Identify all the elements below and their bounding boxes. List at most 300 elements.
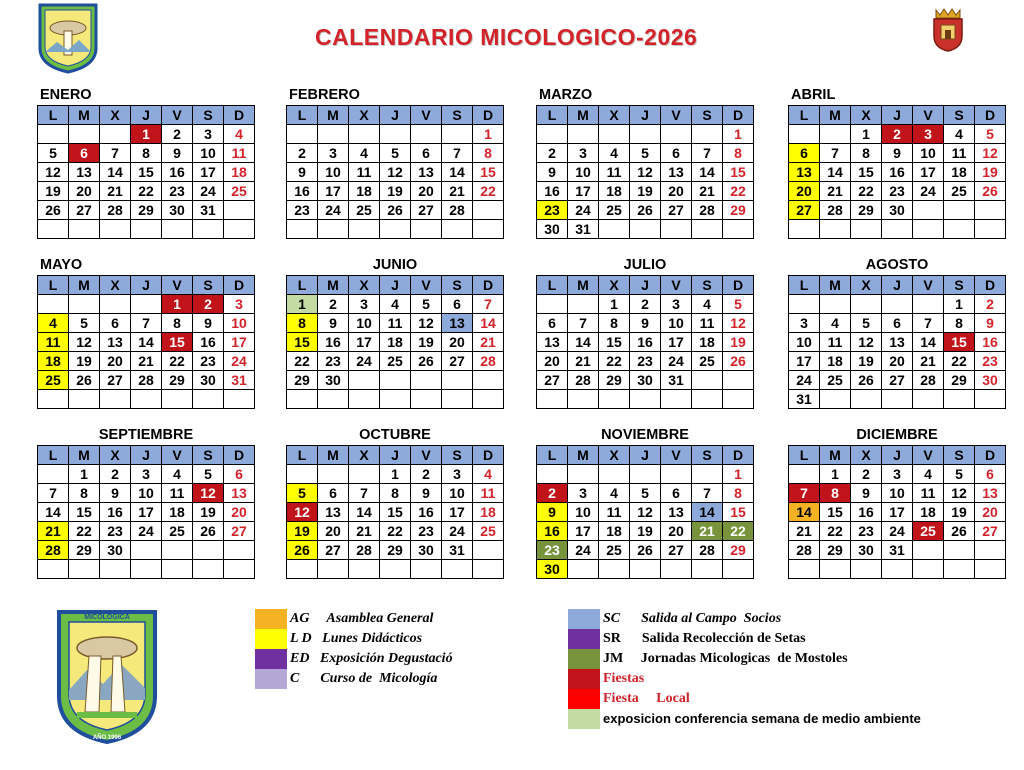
month-grid <box>536 275 754 409</box>
day-cell: 2 <box>411 465 442 484</box>
day-cell: 14 <box>100 163 131 182</box>
day-cell: 19 <box>944 503 975 522</box>
empty-cell <box>100 125 131 144</box>
empty-cell <box>723 390 754 409</box>
empty-cell <box>38 390 69 409</box>
day-cell: 2 <box>100 465 131 484</box>
day-cell: 9 <box>851 484 882 503</box>
day-cell: 15 <box>944 333 975 352</box>
weekday-header: J <box>630 276 661 295</box>
day-cell: 18 <box>349 182 380 201</box>
weekday-header: S <box>692 276 723 295</box>
day-cell: 20 <box>537 352 568 371</box>
day-cell: 7 <box>442 144 473 163</box>
weekday-header: X <box>100 276 131 295</box>
weekday-header: D <box>473 276 504 295</box>
empty-cell <box>131 541 162 560</box>
day-cell: 15 <box>162 333 193 352</box>
day-cell: 13 <box>661 163 692 182</box>
month-grid <box>286 445 504 579</box>
empty-cell <box>380 371 411 390</box>
weekday-header: S <box>193 446 224 465</box>
empty-cell <box>380 560 411 579</box>
day-cell: 3 <box>442 465 473 484</box>
week-row <box>537 144 754 163</box>
week-row <box>537 541 754 560</box>
week-row <box>287 333 504 352</box>
empty-cell <box>224 541 255 560</box>
weekday-header: D <box>224 106 255 125</box>
day-cell: 9 <box>411 484 442 503</box>
day-cell: 2 <box>882 125 913 144</box>
empty-cell <box>224 220 255 239</box>
day-cell: 1 <box>287 295 318 314</box>
day-cell: 16 <box>318 333 349 352</box>
empty-cell <box>473 201 504 220</box>
empty-cell <box>349 125 380 144</box>
weekday-header: L <box>287 446 318 465</box>
day-cell: 25 <box>599 541 630 560</box>
legend-swatch <box>255 669 287 689</box>
day-cell: 27 <box>224 522 255 541</box>
weekday-header: S <box>442 106 473 125</box>
empty-cell <box>913 390 944 409</box>
weekday-header: J <box>630 446 661 465</box>
legend-swatch <box>568 609 600 629</box>
coat-of-arms-icon <box>930 6 966 52</box>
empty-cell <box>820 220 851 239</box>
weekday-header: J <box>380 106 411 125</box>
day-cell: 18 <box>380 333 411 352</box>
day-cell: 13 <box>100 333 131 352</box>
day-cell: 23 <box>975 352 1006 371</box>
day-cell: 31 <box>224 371 255 390</box>
day-cell: 7 <box>131 314 162 333</box>
week-row <box>537 352 754 371</box>
day-cell: 6 <box>69 144 100 163</box>
week-row <box>789 295 1006 314</box>
day-cell: 16 <box>851 503 882 522</box>
empty-cell <box>568 390 599 409</box>
week-row <box>789 371 1006 390</box>
legend-label: Fiesta Local <box>603 691 690 706</box>
day-cell: 30 <box>537 560 568 579</box>
day-cell: 10 <box>318 163 349 182</box>
day-cell: 19 <box>193 503 224 522</box>
day-cell: 27 <box>318 541 349 560</box>
month-marzo <box>536 85 754 239</box>
day-cell: 16 <box>162 163 193 182</box>
day-cell: 2 <box>975 295 1006 314</box>
day-cell: 14 <box>349 503 380 522</box>
empty-cell <box>38 295 69 314</box>
day-cell: 5 <box>411 295 442 314</box>
empty-cell <box>131 560 162 579</box>
empty-cell <box>162 560 193 579</box>
day-cell: 6 <box>318 484 349 503</box>
week-row <box>537 390 754 409</box>
day-cell: 20 <box>661 182 692 201</box>
empty-cell <box>349 371 380 390</box>
day-cell: 7 <box>913 314 944 333</box>
week-row <box>287 484 504 503</box>
weekday-header: X <box>349 106 380 125</box>
week-row <box>537 560 754 579</box>
empty-cell <box>131 220 162 239</box>
legend-swatch <box>255 649 287 669</box>
empty-cell <box>411 390 442 409</box>
day-cell: 15 <box>473 163 504 182</box>
day-cell: 28 <box>442 201 473 220</box>
week-row <box>789 220 1006 239</box>
weekday-header: S <box>944 276 975 295</box>
day-cell: 2 <box>193 295 224 314</box>
day-cell: 30 <box>411 541 442 560</box>
day-cell: 22 <box>851 182 882 201</box>
empty-cell <box>820 560 851 579</box>
day-cell: 5 <box>851 314 882 333</box>
weekday-header: V <box>913 106 944 125</box>
day-cell: 29 <box>723 541 754 560</box>
day-cell: 16 <box>975 333 1006 352</box>
empty-cell <box>851 390 882 409</box>
week-row <box>537 465 754 484</box>
day-cell: 27 <box>789 201 820 220</box>
day-cell: 30 <box>193 371 224 390</box>
day-cell: 22 <box>599 352 630 371</box>
day-cell: 24 <box>193 182 224 201</box>
day-cell: 20 <box>975 503 1006 522</box>
day-cell: 3 <box>131 465 162 484</box>
empty-cell <box>349 220 380 239</box>
empty-cell <box>723 560 754 579</box>
week-row <box>537 522 754 541</box>
empty-cell <box>287 125 318 144</box>
empty-cell <box>599 220 630 239</box>
day-cell: 30 <box>318 371 349 390</box>
week-row <box>287 220 504 239</box>
week-row <box>287 560 504 579</box>
day-cell: 21 <box>442 182 473 201</box>
weekday-header: V <box>661 446 692 465</box>
empty-cell <box>131 390 162 409</box>
day-cell: 8 <box>599 314 630 333</box>
day-cell: 1 <box>599 295 630 314</box>
day-cell: 27 <box>661 541 692 560</box>
legend-label: C Curso de Micología <box>290 671 438 686</box>
day-cell: 24 <box>568 201 599 220</box>
day-cell: 3 <box>568 144 599 163</box>
week-row <box>38 390 255 409</box>
month-name: DICIEMBRE <box>856 427 938 443</box>
empty-cell <box>411 125 442 144</box>
empty-cell <box>473 560 504 579</box>
day-cell: 9 <box>630 314 661 333</box>
day-cell: 29 <box>131 201 162 220</box>
weekday-header: M <box>69 446 100 465</box>
legend-label: Fiestas <box>603 671 645 686</box>
day-cell: 17 <box>568 522 599 541</box>
empty-cell <box>851 220 882 239</box>
week-row <box>789 522 1006 541</box>
day-cell: 25 <box>599 201 630 220</box>
day-cell: 14 <box>131 333 162 352</box>
day-cell: 28 <box>568 371 599 390</box>
day-cell: 23 <box>193 352 224 371</box>
day-cell: 21 <box>692 182 723 201</box>
week-row <box>38 295 255 314</box>
day-cell: 7 <box>100 144 131 163</box>
day-cell: 9 <box>100 484 131 503</box>
day-cell: 16 <box>411 503 442 522</box>
day-cell: 15 <box>723 503 754 522</box>
empty-cell <box>537 125 568 144</box>
empty-cell <box>913 295 944 314</box>
day-cell: 4 <box>599 484 630 503</box>
day-cell: 30 <box>975 371 1006 390</box>
month-grid <box>286 275 504 409</box>
week-row <box>537 220 754 239</box>
empty-cell <box>442 220 473 239</box>
day-cell: 13 <box>882 333 913 352</box>
week-row <box>287 541 504 560</box>
day-cell: 17 <box>224 333 255 352</box>
weekday-header: L <box>38 446 69 465</box>
empty-cell <box>882 560 913 579</box>
day-cell: 29 <box>599 371 630 390</box>
day-cell: 22 <box>69 522 100 541</box>
week-row <box>537 295 754 314</box>
legend-item <box>568 709 968 729</box>
day-cell: 11 <box>692 314 723 333</box>
week-row <box>38 503 255 522</box>
day-cell: 18 <box>820 352 851 371</box>
day-cell: 17 <box>882 503 913 522</box>
day-cell: 21 <box>100 182 131 201</box>
day-cell: 5 <box>193 465 224 484</box>
month-grid <box>788 275 1006 409</box>
day-cell: 28 <box>131 371 162 390</box>
day-cell: 6 <box>789 144 820 163</box>
empty-cell <box>630 465 661 484</box>
weekday-header-row <box>537 446 754 465</box>
weekday-header: D <box>473 106 504 125</box>
day-cell: 30 <box>537 220 568 239</box>
week-row <box>789 352 1006 371</box>
month-junio <box>286 255 504 409</box>
day-cell: 1 <box>820 465 851 484</box>
empty-cell <box>349 560 380 579</box>
legend-item <box>568 669 968 689</box>
day-cell: 11 <box>599 163 630 182</box>
day-cell: 4 <box>473 465 504 484</box>
day-cell: 22 <box>723 522 754 541</box>
weekday-header: S <box>442 276 473 295</box>
day-cell: 12 <box>69 333 100 352</box>
day-cell: 17 <box>131 503 162 522</box>
day-cell: 1 <box>380 465 411 484</box>
weekday-header-row <box>789 276 1006 295</box>
empty-cell <box>380 390 411 409</box>
weekday-header: L <box>38 276 69 295</box>
day-cell: 17 <box>193 163 224 182</box>
day-cell: 31 <box>442 541 473 560</box>
svg-text:AÑO 1996: AÑO 1996 <box>92 735 122 741</box>
empty-cell <box>568 125 599 144</box>
day-cell: 23 <box>630 352 661 371</box>
empty-cell <box>820 125 851 144</box>
week-row <box>537 163 754 182</box>
day-cell: 12 <box>193 484 224 503</box>
day-cell: 23 <box>411 522 442 541</box>
day-cell: 12 <box>287 503 318 522</box>
empty-cell <box>789 560 820 579</box>
empty-cell <box>789 295 820 314</box>
empty-cell <box>224 560 255 579</box>
empty-cell <box>537 295 568 314</box>
week-row <box>789 182 1006 201</box>
day-cell: 7 <box>568 314 599 333</box>
legend-item <box>568 609 968 629</box>
weekday-header: V <box>162 106 193 125</box>
day-cell: 17 <box>789 352 820 371</box>
weekday-header: D <box>975 276 1006 295</box>
day-cell: 20 <box>661 522 692 541</box>
weekday-header-row <box>537 276 754 295</box>
weekday-header-row <box>287 106 504 125</box>
week-row <box>38 163 255 182</box>
day-cell: 9 <box>193 314 224 333</box>
day-cell: 11 <box>473 484 504 503</box>
day-cell: 28 <box>820 201 851 220</box>
month-name: SEPTIEMBRE <box>98 427 194 443</box>
legend-item <box>255 609 515 629</box>
day-cell: 9 <box>318 314 349 333</box>
day-cell: 5 <box>723 295 754 314</box>
empty-cell <box>723 220 754 239</box>
day-cell: 20 <box>789 182 820 201</box>
day-cell: 29 <box>162 371 193 390</box>
weekday-header: M <box>69 106 100 125</box>
empty-cell <box>820 295 851 314</box>
weekday-header: X <box>100 106 131 125</box>
day-cell: 16 <box>193 333 224 352</box>
weekday-header: X <box>349 446 380 465</box>
empty-cell <box>692 220 723 239</box>
week-row <box>38 314 255 333</box>
day-cell: 3 <box>224 295 255 314</box>
empty-cell <box>913 201 944 220</box>
week-row <box>537 333 754 352</box>
day-cell: 3 <box>318 144 349 163</box>
week-row <box>287 465 504 484</box>
weekday-header: V <box>162 446 193 465</box>
weekday-header: V <box>661 106 692 125</box>
empty-cell <box>692 390 723 409</box>
weekday-header: L <box>287 276 318 295</box>
day-cell: 30 <box>882 201 913 220</box>
day-cell: 15 <box>131 163 162 182</box>
week-row <box>287 314 504 333</box>
week-row <box>287 522 504 541</box>
day-cell: 6 <box>661 484 692 503</box>
week-row <box>38 352 255 371</box>
empty-cell <box>473 371 504 390</box>
day-cell: 16 <box>630 333 661 352</box>
empty-cell <box>224 390 255 409</box>
day-cell: 5 <box>630 484 661 503</box>
weekday-header: M <box>318 276 349 295</box>
weekday-header: S <box>442 446 473 465</box>
society-logo-icon <box>37 2 99 74</box>
week-row <box>789 201 1006 220</box>
empty-cell <box>661 560 692 579</box>
day-cell: 16 <box>537 182 568 201</box>
empty-cell <box>69 125 100 144</box>
day-cell: 25 <box>38 371 69 390</box>
empty-cell <box>38 125 69 144</box>
day-cell: 26 <box>287 541 318 560</box>
day-cell: 19 <box>630 522 661 541</box>
day-cell: 13 <box>318 503 349 522</box>
day-cell: 7 <box>692 144 723 163</box>
weekday-header: J <box>380 276 411 295</box>
day-cell: 12 <box>723 314 754 333</box>
week-row <box>38 371 255 390</box>
week-row <box>38 560 255 579</box>
weekday-header-row <box>38 446 255 465</box>
day-cell: 24 <box>349 352 380 371</box>
day-cell: 17 <box>318 182 349 201</box>
empty-cell <box>473 541 504 560</box>
empty-cell <box>630 390 661 409</box>
day-cell: 2 <box>537 484 568 503</box>
empty-cell <box>473 220 504 239</box>
weekday-header: D <box>224 446 255 465</box>
empty-cell <box>568 295 599 314</box>
empty-cell <box>975 390 1006 409</box>
day-cell: 11 <box>820 333 851 352</box>
legend-item <box>255 669 515 689</box>
month-name: ENERO <box>40 87 92 103</box>
week-row <box>38 465 255 484</box>
month-agosto <box>788 255 1006 409</box>
empty-cell <box>287 465 318 484</box>
day-cell: 10 <box>913 144 944 163</box>
month-name: FEBRERO <box>289 87 360 103</box>
month-febrero <box>286 85 504 239</box>
day-cell: 28 <box>349 541 380 560</box>
empty-cell <box>318 465 349 484</box>
day-cell: 5 <box>380 144 411 163</box>
week-row <box>789 333 1006 352</box>
empty-cell <box>38 465 69 484</box>
empty-cell <box>473 390 504 409</box>
month-name: OCTUBRE <box>359 427 431 443</box>
empty-cell <box>380 125 411 144</box>
day-cell: 23 <box>882 182 913 201</box>
day-cell: 8 <box>380 484 411 503</box>
empty-cell <box>38 560 69 579</box>
weekday-header: L <box>537 446 568 465</box>
weekday-header: V <box>913 446 944 465</box>
day-cell: 26 <box>380 201 411 220</box>
day-cell: 21 <box>568 352 599 371</box>
day-cell: 8 <box>820 484 851 503</box>
day-cell: 2 <box>162 125 193 144</box>
day-cell: 26 <box>944 522 975 541</box>
day-cell: 22 <box>131 182 162 201</box>
